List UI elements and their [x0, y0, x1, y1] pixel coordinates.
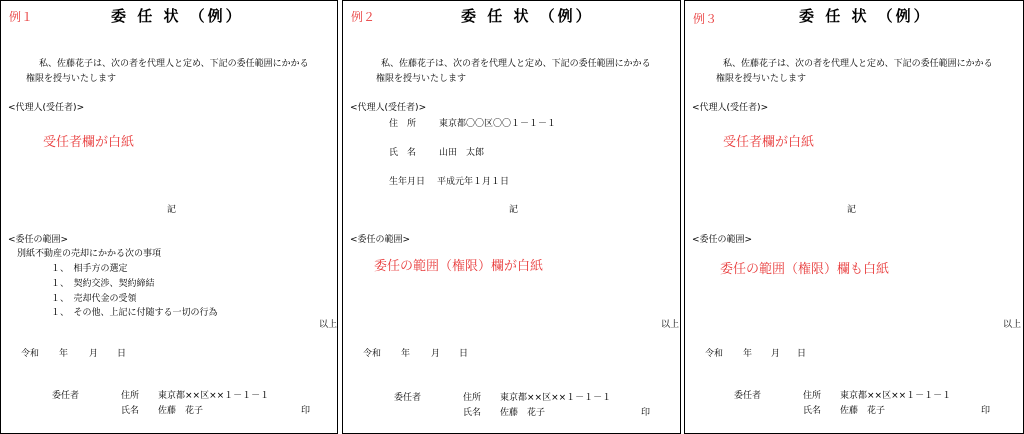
- agent-heading: <代理人(受任者)>: [692, 103, 769, 113]
- scope-line: １、 売却代金の受領: [51, 294, 137, 304]
- delegator-label: 委任者: [52, 391, 80, 401]
- date-month: 月: [431, 349, 441, 359]
- ki-mark: 記: [509, 205, 519, 215]
- seal-mark: 印: [301, 406, 311, 416]
- agent-address-value: 東京都〇〇区〇〇１－１－１: [439, 119, 557, 129]
- name-value: 佐藤 花子: [158, 406, 204, 416]
- agent-heading: <代理人(受任者)>: [8, 103, 85, 113]
- ijo-mark: 以上: [319, 320, 338, 330]
- example-label: 例２: [351, 10, 376, 24]
- date-month: 月: [771, 349, 781, 359]
- intro-line-1: 私、佐藤花子は、次の者を代理人と定め、下記の委任範囲にかかる: [39, 59, 309, 69]
- agent-blank-note: 受任者欄が白紙: [43, 135, 135, 150]
- seal-mark: 印: [981, 406, 991, 416]
- agent-birth-value: 平成元年１月１日: [437, 177, 510, 187]
- name-label: 氏名: [803, 406, 822, 416]
- date-year: 年: [743, 349, 753, 359]
- scope-line: １、 その他、上記に付随する一切の行為: [51, 308, 218, 318]
- document-title: 委 任 状 （例）: [461, 7, 594, 25]
- scope-line: 別紙不動産の売却にかかる次の事項: [17, 249, 162, 259]
- scope-heading: <委任の範囲>: [692, 235, 753, 245]
- date-era: 令和: [363, 349, 382, 359]
- agent-name-label: 氏 名: [389, 148, 417, 158]
- example-panel-1: [0, 0, 338, 434]
- ki-mark: 記: [167, 205, 177, 215]
- intro-line-2: 権限を授与いたします: [26, 74, 117, 84]
- name-value: 佐藤 花子: [500, 408, 546, 418]
- name-label: 氏名: [463, 408, 482, 418]
- date-era: 令和: [21, 349, 40, 359]
- address-value: 東京都××区××１－１－１: [840, 391, 952, 401]
- document-title: 委 任 状 （例）: [111, 7, 244, 25]
- ijo-mark: 以上: [1003, 320, 1022, 330]
- intro-line-1: 私、佐藤花子は、次の者を代理人と定め、下記の委任範囲にかかる: [723, 59, 993, 69]
- address-label: 住所: [463, 393, 482, 403]
- document-title: 委 任 状 （例）: [799, 7, 932, 25]
- date-era: 令和: [705, 349, 724, 359]
- address-value: 東京都××区××１－１－１: [500, 393, 612, 403]
- agent-birth-label: 生年月日: [389, 177, 426, 187]
- scope-heading: <委任の範囲>: [350, 235, 411, 245]
- scope-line: １、 契約交渉、契約締結: [51, 279, 155, 289]
- date-month: 月: [89, 349, 99, 359]
- scope-line: １、 相手方の選定: [51, 264, 128, 274]
- date-day: 日: [797, 349, 807, 359]
- date-year: 年: [401, 349, 411, 359]
- date-year: 年: [59, 349, 69, 359]
- scope-blank-note: 委任の範囲（権限）欄も白紙: [720, 262, 890, 277]
- date-day: 日: [117, 349, 127, 359]
- example-label: 例３: [693, 12, 718, 26]
- scope-heading: <委任の範囲>: [8, 235, 69, 245]
- intro-line-2: 権限を授与いたします: [376, 74, 467, 84]
- example-panel-2: [342, 0, 681, 434]
- address-label: 住所: [121, 391, 140, 401]
- name-label: 氏名: [121, 406, 140, 416]
- agent-blank-note: 受任者欄が白紙: [723, 135, 815, 150]
- date-day: 日: [459, 349, 469, 359]
- address-label: 住所: [803, 391, 822, 401]
- agent-heading: <代理人(受任者)>: [350, 103, 427, 113]
- name-value: 佐藤 花子: [840, 406, 886, 416]
- intro-line-1: 私、佐藤花子は、次の者を代理人と定め、下記の委任範囲にかかる: [381, 59, 651, 69]
- delegator-label: 委任者: [734, 391, 762, 401]
- address-value: 東京都××区××１－１－１: [158, 391, 270, 401]
- delegator-label: 委任者: [394, 393, 422, 403]
- agent-name-value: 山田 太郎: [439, 148, 485, 158]
- ki-mark: 記: [847, 205, 857, 215]
- seal-mark: 印: [641, 408, 651, 418]
- ijo-mark: 以上: [661, 320, 680, 330]
- intro-line-2: 権限を授与いたします: [716, 74, 807, 84]
- agent-address-label: 住 所: [389, 119, 417, 129]
- scope-blank-note: 委任の範囲（権限）欄が白紙: [374, 259, 544, 274]
- example-panel-3: [684, 0, 1024, 434]
- example-label: 例１: [9, 10, 34, 24]
